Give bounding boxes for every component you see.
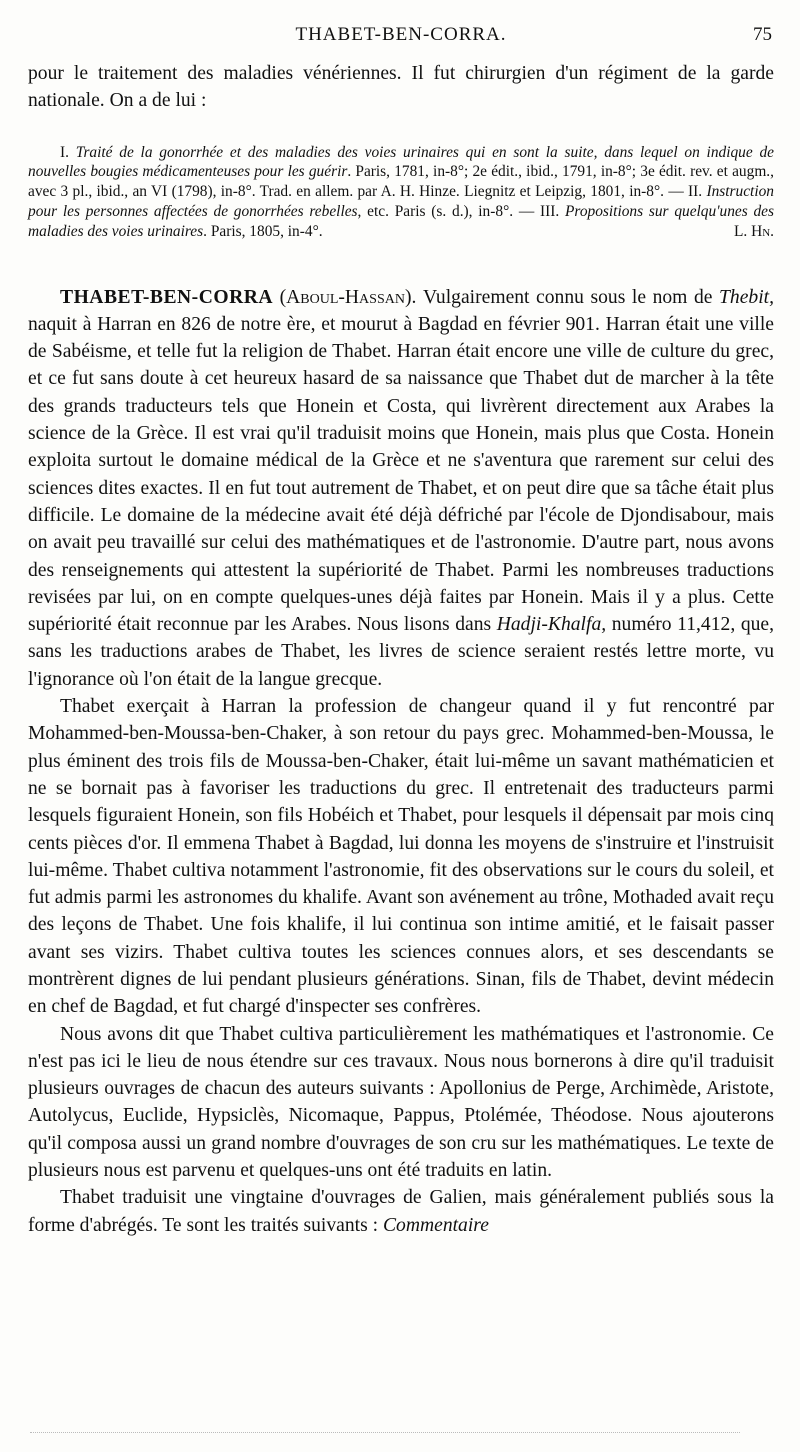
page-number: 75 bbox=[753, 24, 772, 45]
entry-paragraph-2: Thabet exerçait à Harran la profession de changeur quand il y fut rencontré par Mohammed-ben-Moussa-ben-Chaker, à son retour du pays grec. Mohammed-ben-Moussa, le plus éminent des trois fils de Moussa-ben-Chaker, était lui-même un savant mathématicien et ne se bornait pas à favoriser les traductions du grec. Il entretenait des traducteurs parmi lesquels figuraient Honein, son fils Hobéich et Thabet, pour lesquels il dépensait par mois cinq cents pièces d'or. Il emmena Thabet à Bagdad, lui donna les moyens de s'instruire et l'instruisit lui-même. Thabet cultiva notamment l'astronomie, fit des observations sur le cours du soleil, et fut admis parmi les astronomes du khalife. Avant son avénement au trône, Mothaded avait reçu des leçons de Thabet. Une fois khalife, il lui continua son intime amitié, et le faisait passer avant ses vizirs. Thabet cultiva toutes les sciences connues alors, et ses descendants se montrèrent dignes de lui pendant plusieurs générations. Sinan, fils de Thabet, devint médecin en chef de Bagdad, et fut chargé d'inspecter ses confrères. bbox=[28, 696, 774, 1018]
entry-text-1b: naquit à Harran en 826 de notre ère, et mourut à Bagdad en février 901. Harran était une ville de Sabéisme, et telle fut la religion de Thabet. Harran était encore une ville de culture du grec, et ce fut sans doute à cet heureux hasard de sa naissance que Thabet dut de marcher à la tête des grands traducteurs tels que Honein et Costa, qui livrèrent directement aux Arabes la science de la Grèce. Il est vrai qu'il traduisit moins que Honein, mais plus que Costa. Honein exploita surtout le domaine médical de la Grèce et ne s'aventura que rarement sur celui des sciences dites exactes. Il en fut tout autrement de Thabet, et on peut dire que sa tâche était plus difficile. Le domaine de la médecine avait été déjà défriché par l'école de Djondisabour, mais on avait peu travaillé sur celui des mathématiques et de l'astronomie. D'autre part, nous avons des renseignements qui attestent la supériorité de Thabet. Parmi les nombreuses traductions revisées par lui, on en compte quelques-unes déjà faites par Honein. Mais il y a plus. Cette supériorité était reconnue par les Arabes. Nous lisons dans bbox=[28, 313, 774, 636]
entry-italic-commentaire: Commentaire bbox=[382, 1214, 489, 1236]
entry-text-1c: numéro 11,412, que, sans les traductions arabes de Thabet, les livres de science seraient restés lettre morte, vu l'ignorance où l'on était de la langue grecque. bbox=[28, 614, 775, 690]
page bbox=[28, 0, 774, 1239]
author-signature: L. Hn. bbox=[733, 222, 774, 240]
entry-headword: THABET-BEN-CORRA bbox=[60, 286, 274, 308]
entry-paragraph-4 bbox=[28, 1184, 774, 1239]
bib-title-1: Traité de la gonorrhée et des maladies des voies urinaires qui en sont la suite, dans lequel on indique de nouvelles bougies médicamenteuses pour les guérir bbox=[28, 143, 774, 181]
running-title: THABET-BEN-CORRA. bbox=[295, 24, 507, 45]
bib-title-3: Propositions sur quelqu'unes des maladies des voies urinaires bbox=[28, 202, 774, 240]
entry-italic-thebit: Thebit, bbox=[719, 286, 775, 308]
footer-rule bbox=[30, 1432, 740, 1433]
bib-title-2: Instruction pour les personnes affectées de gonorrhées rebelles bbox=[28, 183, 774, 220]
entry-text-4: Thabet traduisit une vingtaine d'ouvrages de Galien, mais généralement publiés sous la forme d'abrégés. Te sont les traités suivants : bbox=[28, 1187, 774, 1236]
bibliography-paragraph bbox=[28, 143, 774, 242]
page-header bbox=[28, 0, 774, 54]
entry-text-1a: Vulgairement connu sous le nom de bbox=[422, 286, 720, 308]
entry-italic-hadji-khalfa: Hadji-Khalfa, bbox=[496, 614, 607, 636]
bib-text-2: , etc. Paris (s. d.), in-8°. — III. bbox=[357, 202, 565, 220]
entry-headword-rest: (Aboul-Hassan). bbox=[273, 286, 423, 308]
bib-text-1: . Paris, 1781, in-8°; 2e édit., ibid., 1791, in-8°; 3e édit. rev. et augm., avec 3 pl., ibid., an VI (1798), in-8°. Trad. en allem. par A. H. Hinze. Liegnitz et Leipzig, 1801, in-8°. — II. bbox=[28, 163, 774, 201]
intro-paragraph: pour le traitement des maladies vénériennes. Il fut chirurgien d'un régiment de la garde nationale. On a de lui : bbox=[28, 63, 774, 112]
bib-text-3: . Paris, 1805, in-4°. bbox=[203, 222, 323, 240]
entry-paragraph-1 bbox=[28, 284, 774, 693]
entry-paragraph-3: Nous avons dit que Thabet cultiva particulièrement les mathématiques et l'astronomie. Ce n'est pas ici le lieu de nous étendre sur ces travaux. Nous nous bornerons à dire qu'il traduisit plusieurs ouvrages de chacun des auteurs suivants : Apollonius de Perge, Archimède, Aristote, Autolycus, Euclide, Hypsiclès, Nicomaque, Pappus, Ptolémée, Théodose. Nous ajouterons qu'il composa aussi un grand nombre d'ouvrages de son cru sur les mathématiques. Le texte de plusieurs nous est parvenu et quelques-uns ont été traduits en latin. bbox=[28, 1023, 774, 1182]
bib-number: I. bbox=[60, 143, 76, 161]
